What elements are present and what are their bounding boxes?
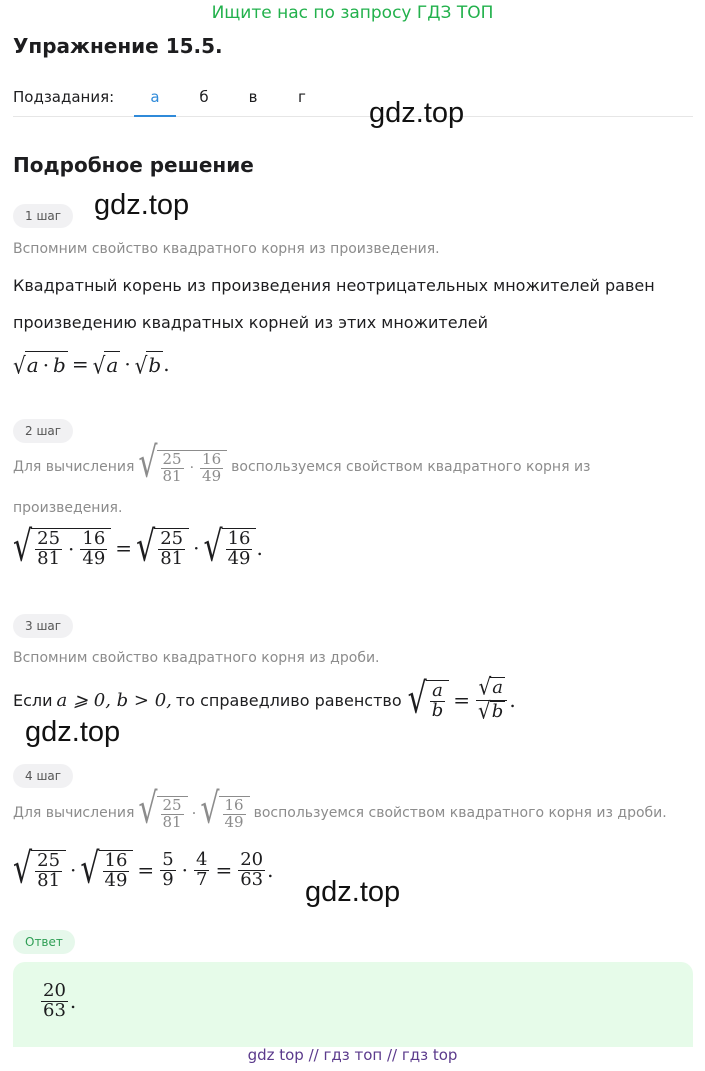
step-text: Квадратный корень из произведения неотрицательных множителей равен (13, 276, 655, 295)
formula-sqrt-product: √ a · b = √ a · √ b . (13, 351, 170, 380)
formula-split-product: √ $\frac{25}{81}$ · $\frac{16}{49}$ = √ $\frac{25}{81}$ · √ $\frac{16}{49}$ . (13, 522, 263, 572)
top-banner: Ищите нас по запросу ГДЗ ТОП (211, 3, 494, 23)
watermark: gdz.top (25, 716, 121, 748)
tab-g[interactable]: г (298, 88, 306, 106)
step-badge: 3 шаг (13, 614, 73, 638)
watermark: gdz.top (94, 189, 190, 221)
tab-v[interactable]: в (248, 88, 258, 106)
footer-links[interactable]: gdz top // гдз топ // гдз top (247, 1046, 458, 1064)
tab-b[interactable]: б (199, 88, 209, 106)
step-hint: Для вычисления √ $\frac{25}{81}$ · $\frac{16}{49}$ воспользуемся свойством квадратного корня из (13, 438, 591, 488)
step-hint: Для вычисления √ $\frac{25}{81}$ · √ $\frac{16}{49}$ воспользуемся свойством квадратного корня из дроби. (13, 784, 667, 834)
step-hint: Вспомним свойство квадратного корня из дроби. (13, 650, 380, 666)
step-text: Если a ⩾ 0, b > 0, то справедливо равенство √ $\frac{a}{b}$ = √ a √ b . (13, 672, 516, 724)
step-hint: произведения. (13, 500, 123, 516)
page-title: Упражнение 15.5. (13, 34, 223, 58)
inline-formula: √ $\frac{25}{81}$ · √ $\frac{16}{49}$ (138, 796, 249, 831)
answer-box (13, 962, 693, 1047)
formula-sqrt-fraction: √ $\frac{a}{b}$ = √ a √ b . (407, 672, 516, 724)
step-badge: 4 шаг (13, 764, 73, 788)
step-badge: 2 шаг (13, 419, 73, 443)
step-text: произведению квадратных корней из этих множителей (13, 313, 489, 332)
formula-result: √ $\frac{25}{81}$ · √ $\frac{16}{49}$ = $\frac{5}{9}$ · $\frac{4}{7}$ = $\frac{20}{63}$ . (13, 844, 274, 894)
answer-badge: Ответ (13, 930, 75, 954)
watermark: gdz.top (369, 97, 465, 129)
inline-formula: √ $\frac{25}{81}$ · $\frac{16}{49}$ (138, 450, 227, 485)
answer-value: $\frac{20}{63}$ . (43, 980, 77, 1021)
tab-a[interactable]: а (134, 86, 176, 117)
step-badge: 1 шаг (13, 204, 73, 228)
section-title: Подробное решение (13, 153, 254, 177)
step-hint: Вспомним свойство квадратного корня из произведения. (13, 241, 440, 257)
subtasks-bar (13, 86, 693, 117)
subtasks-label: Подзадания: (13, 88, 115, 106)
watermark: gdz.top (305, 876, 401, 908)
